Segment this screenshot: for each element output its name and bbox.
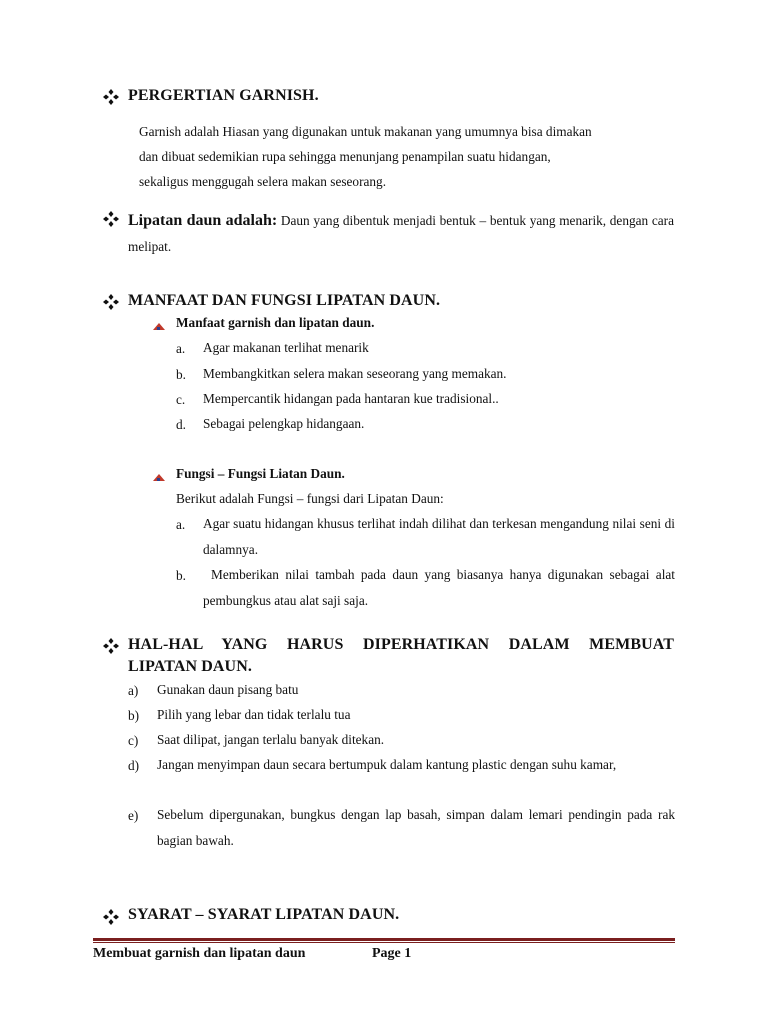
section-heading: PERGERTIAN GARNISH. xyxy=(128,87,319,104)
diamond-bullet-icon xyxy=(103,89,119,105)
paragraph-line: dan dibuat sedemikian rupa sehingga menunjang penampilan suatu hidangan, xyxy=(139,149,551,164)
footer-rule-thin xyxy=(93,942,675,943)
arrow-bullet-icon xyxy=(153,318,165,328)
definition-paragraph xyxy=(128,208,674,260)
paragraph-line: Garnish adalah Hiasan yang digunakan untuk makanan yang umumnya bisa dimakan xyxy=(139,124,592,139)
list-item: Agar suatu hidangan khusus terlihat indah dilihat dan terkesan mengandung nilai seni di dalamnya. xyxy=(203,516,675,557)
list-marker: a. xyxy=(176,517,186,532)
list-item: Mempercantik hidangan pada hantaran kue tradisional.. xyxy=(203,391,499,406)
list-item: Saat dilipat, jangan terlalu banyak ditekan. xyxy=(157,732,385,747)
list-marker: b) xyxy=(128,708,140,723)
section-heading-continued: LIPATAN DAUN. xyxy=(128,658,252,675)
list-marker: b. xyxy=(176,367,186,382)
list-marker: c. xyxy=(176,392,186,407)
list-marker: a. xyxy=(176,341,186,356)
section-heading: MANFAAT DAN FUNGSI LIPATAN DAUN. xyxy=(128,292,441,309)
list-item: Sebelum dipergunakan, bungkus dengan lap basah, simpan dalam lemari pendingin pada rak bagian bawah. xyxy=(157,807,675,848)
arrow-bullet-icon xyxy=(153,469,165,479)
diamond-bullet-icon xyxy=(103,909,119,925)
list-item: Jangan menyimpan daun secara bertumpuk dalam kantung plastic dengan suhu kamar, xyxy=(157,757,617,772)
definition-text: Daun yang dibentuk menjadi bentuk – bentuk yang menarik, dengan cara melipat. xyxy=(128,213,674,254)
paragraph-line: sekaligus menggugah selera makan seseorang. xyxy=(139,174,387,189)
list-marker: a) xyxy=(128,683,139,698)
subsection-intro: Berikut adalah Fungsi – fungsi dari Lipatan Daun: xyxy=(176,491,444,506)
list-item: Memberikan nilai tambah pada daun yang biasanya hanya digunakan sebagai alat pembungkus atau alat saji saja. xyxy=(203,567,675,608)
page-number: Page 1 xyxy=(372,946,412,961)
list-item: Agar makanan terlihat menarik xyxy=(203,340,369,355)
footer-title: Membuat garnish dan lipatan daun xyxy=(93,946,306,961)
diamond-bullet-icon xyxy=(103,211,119,227)
list-marker: d) xyxy=(128,758,140,773)
section-heading: HAL-HAL YANG HARUS DIPERHATIKAN DALAM MEMBUAT xyxy=(128,636,674,653)
list-marker: b. xyxy=(176,568,186,583)
list-item: Sebagai pelengkap hidangaan. xyxy=(203,416,365,431)
list-marker: d. xyxy=(176,417,186,432)
diamond-bullet-icon xyxy=(103,638,119,654)
list-item: Gunakan daun pisang batu xyxy=(157,682,299,697)
list-marker: c) xyxy=(128,733,139,748)
subsection-title: Fungsi – Fungsi Liatan Daun. xyxy=(176,466,345,481)
section-heading: SYARAT – SYARAT LIPATAN DAUN. xyxy=(128,906,400,923)
definition-term: Lipatan daun adalah: xyxy=(128,212,278,229)
subsection-title: Manfaat garnish dan lipatan daun. xyxy=(176,315,375,330)
diamond-bullet-icon xyxy=(103,294,119,310)
list-marker: e) xyxy=(128,808,139,823)
list-item: Membangkitkan selera makan seseorang yang memakan. xyxy=(203,366,507,381)
footer-rule xyxy=(93,938,675,941)
list-item: Pilih yang lebar dan tidak terlalu tua xyxy=(157,707,351,722)
